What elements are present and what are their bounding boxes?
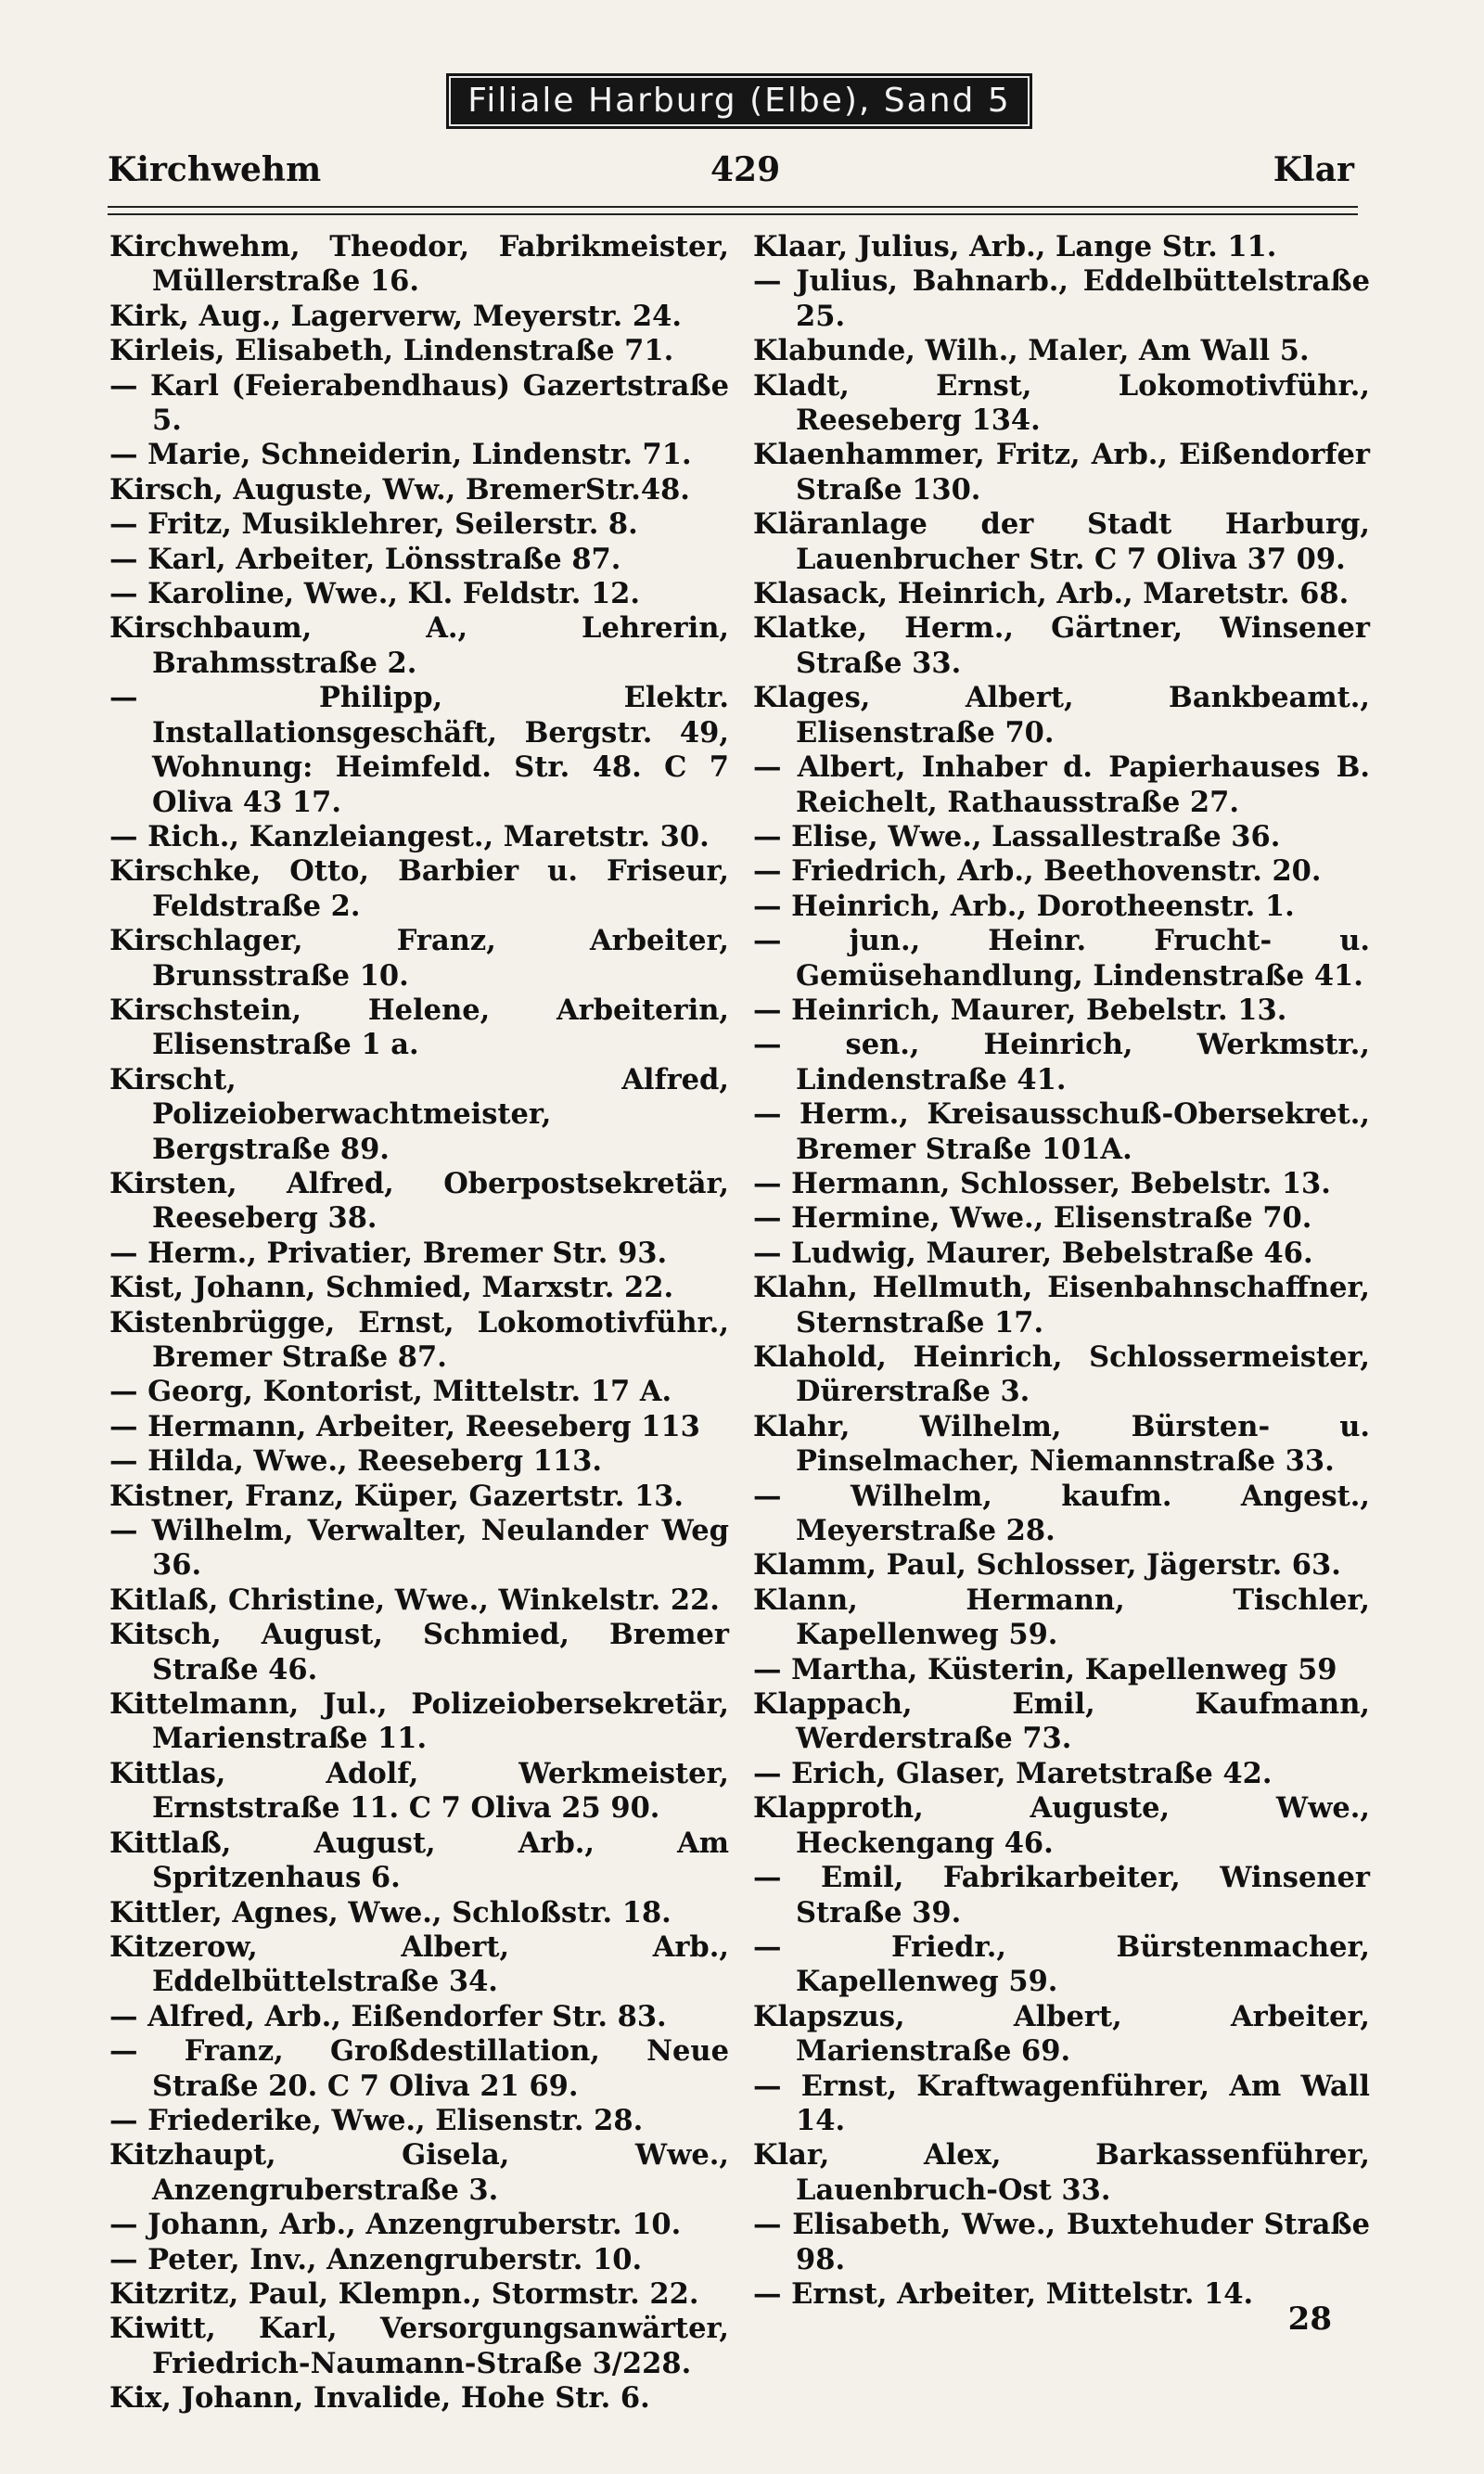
directory-entry: Kiwitt, Karl, Versorgungsanwärter, Friedrich-Naumann-Straße 3/228. (109, 2312, 729, 2380)
directory-entry: — Emil, Fabrikarbeiter, Winsener Straße 39. (753, 1861, 1370, 1929)
directory-entry: — Herm., Privatier, Bremer Str. 93. (109, 1236, 668, 1270)
directory-entry: — Friedrich, Arb., Beethovenstr. 20. (753, 854, 1322, 889)
directory-entry: Kirschlager, Franz, Arbeiter, Brunsstraße 10. (109, 924, 729, 993)
directory-entry: Klahold, Heinrich, Schlossermeister, Dürerstraße 3. (753, 1340, 1370, 1409)
directory-entry: Kirschstein, Helene, Arbeiterin, Elisenstraße 1 a. (109, 993, 729, 1062)
page-number: 429 (710, 150, 781, 189)
header-last-entry: Klar (1273, 150, 1354, 189)
directory-entry: — Albert, Inhaber d. Papierhauses B. Reichelt, Rathausstraße 27. (753, 750, 1370, 819)
directory-entry: — Elisabeth, Wwe., Buxtehuder Straße 98. (753, 2208, 1370, 2276)
directory-entry: — Ludwig, Maurer, Bebelstraße 46. (753, 1236, 1313, 1270)
directory-entry: Kitzritz, Paul, Klempn., Stormstr. 22. (109, 2276, 699, 2311)
directory-entry: Kirschke, Otto, Barbier u. Friseur, Feldstraße 2. (109, 854, 729, 923)
directory-entry: — Wilhelm, Verwalter, Neulander Weg 36. (109, 1514, 729, 1583)
directory-entry: — Ernst, Kraftwagenführer, Am Wall 14. (753, 2069, 1370, 2137)
directory-entry: Kitlaß, Christine, Wwe., Winkelstr. 22. (109, 1583, 720, 1617)
directory-entry: — Fritz, Musiklehrer, Seilerstr. 8. (109, 507, 638, 542)
directory-entry: Kittlaß, August, Arb., Am Spritzenhaus 6. (109, 1826, 729, 1895)
directory-entry: Kittler, Agnes, Wwe., Schloßstr. 18. (109, 1895, 672, 1929)
directory-entry: Kitsch, August, Schmied, Bremer Straße 46. (109, 1618, 729, 1686)
directory-entry: — jun., Heinr. Frucht- u. Gemüsehandlung, Lindenstraße 41. (753, 924, 1370, 993)
directory-entry: Klann, Hermann, Tischler, Kapellenweg 59. (753, 1583, 1370, 1652)
directory-entry: Klapproth, Auguste, Wwe., Heckengang 46. (753, 1791, 1370, 1860)
directory-entry: — Heinrich, Maurer, Bebelstr. 13. (753, 993, 1287, 1027)
directory-entry: Klar, Alex, Barkassenführer, Lauenbruch-Ost 33. (753, 2138, 1370, 2207)
directory-entry: — Friederike, Wwe., Elisenstr. 28. (109, 2103, 644, 2137)
directory-entry: — Peter, Inv., Anzengruberstr. 10. (109, 2242, 643, 2276)
directory-entry: Kist, Johann, Schmied, Marxstr. 22. (109, 1271, 674, 1305)
directory-entry: — Heinrich, Arb., Dorotheenstr. 1. (753, 889, 1295, 923)
directory-entry: — Herm., Kreisausschuß-Obersekret., Bremer Straße 101A. (753, 1097, 1370, 1166)
directory-entry: Kläranlage der Stadt Harburg, Lauenbrucher Str. C 7 Oliva 37 09. (753, 507, 1370, 576)
directory-entry: Klahr, Wilhelm, Bürsten- u. Pinselmacher, Niemannstraße 33. (753, 1409, 1370, 1479)
directory-entry: — Wilhelm, kaufm. Angest., Meyerstraße 28. (753, 1479, 1370, 1548)
directory-entry: Kittlas, Adolf, Werkmeister, Ernststraße 11. C 7 Oliva 25 90. (109, 1756, 729, 1826)
directory-entry: — Karl, Arbeiter, Lönsstraße 87. (109, 542, 621, 576)
directory-entry: — Johann, Arb., Anzengruberstr. 10. (109, 2208, 682, 2242)
directory-entry: Klasack, Heinrich, Arb., Maretstr. 68. (753, 577, 1350, 611)
directory-entry: — Georg, Kontorist, Mittelstr. 17 A. (109, 1375, 672, 1409)
directory-entry: Kirsch, Auguste, Ww., BremerStr.48. (109, 472, 690, 506)
branch-banner: Filiale Harburg (Elbe), Sand 5 (449, 76, 1030, 126)
directory-entry: Klaar, Julius, Arb., Lange Str. 11. (753, 230, 1277, 263)
directory-entry: Kistenbrügge, Ernst, Lokomotivführ., Bremer Straße 87. (109, 1305, 729, 1374)
directory-entry: Klaenhammer, Fritz, Arb., Eißendorfer Straße 130. (753, 438, 1370, 506)
directory-entry: — Julius, Bahnarb., Eddelbüttelstraße 25. (753, 264, 1370, 333)
directory-entry: Kitzhaupt, Gisela, Wwe., Anzengruberstraße 3. (109, 2138, 729, 2207)
directory-entry: Kitzerow, Albert, Arb., Eddelbüttelstraße 34. (109, 1929, 729, 1999)
directory-entry: — Erich, Glaser, Maretstraße 42. (753, 1756, 1273, 1790)
header-first-entry: Kirchwehm (108, 150, 322, 189)
directory-entry: Kix, Johann, Invalide, Hohe Str. 6. (109, 2381, 650, 2416)
directory-entry: Kistner, Franz, Küper, Gazertstr. 13. (109, 1479, 684, 1513)
directory-entry: Klages, Albert, Bankbeamt., Elisenstraße 70. (753, 681, 1370, 750)
directory-entry: Kladt, Ernst, Lokomotivführ., Reeseberg 134. (753, 368, 1370, 438)
directory-entry: Kirsten, Alfred, Oberpostsekretär, Reeseberg 38. (109, 1166, 729, 1236)
directory-entry: — Elise, Wwe., Lassallestraße 36. (753, 819, 1281, 853)
directory-entry: — Karoline, Wwe., Kl. Feldstr. 12. (109, 577, 641, 611)
directory-entry: Kittelmann, Jul., Polizeiobersekretär, Marienstraße 11. (109, 1687, 729, 1756)
directory-entry: Kirscht, Alfred, Polizeioberwachtmeister, Bergstraße 89. (109, 1062, 729, 1166)
directory-entry: — Franz, Großdestillation, Neue Straße 20. C 7 Oliva 21 69. (109, 2034, 729, 2103)
directory-entry: — Martha, Küsterin, Kapellenweg 59 (753, 1652, 1337, 1686)
directory-entry: Klatke, Herm., Gärtner, Winsener Straße 33. (753, 611, 1370, 680)
running-header (108, 150, 1354, 197)
directory-column-right (753, 230, 1370, 2312)
directory-entry: — Hilda, Wwe., Reeseberg 113. (109, 1444, 602, 1479)
header-rule-bottom (108, 213, 1358, 215)
directory-entry: — Hermine, Wwe., Elisenstraße 70. (753, 1201, 1312, 1236)
directory-entry: Kirchwehm, Theodor, Fabrikmeister, Müllerstraße 16. (109, 230, 729, 299)
directory-entry: — Friedr., Bürstenmacher, Kapellenweg 59. (753, 1929, 1370, 1999)
directory-entry: — Karl (Feierabendhaus) Gazertstraße 5. (109, 368, 729, 438)
directory-entry: — Hermann, Schlosser, Bebelstr. 13. (753, 1166, 1331, 1200)
directory-entry: Kirschbaum, A., Lehrerin, Brahmsstraße 2. (109, 611, 729, 680)
directory-entry: Klappach, Emil, Kaufmann, Werderstraße 73. (753, 1687, 1370, 1756)
directory-entry: Klamm, Paul, Schlosser, Jägerstr. 63. (753, 1548, 1341, 1583)
directory-entry: — Alfred, Arb., Eißendorfer Str. 83. (109, 1999, 667, 2033)
header-rule-top (108, 206, 1358, 208)
directory-entry: Kirleis, Elisabeth, Lindenstraße 71. (109, 334, 674, 368)
folio-number: 28 (1287, 2301, 1332, 2338)
directory-column-left (109, 230, 729, 2416)
directory-entry: — Marie, Schneiderin, Lindenstr. 71. (109, 438, 692, 472)
directory-entry: — Hermann, Arbeiter, Reeseberg 113 (109, 1409, 700, 1443)
directory-entry: — sen., Heinrich, Werkmstr., Lindenstraße 41. (753, 1028, 1370, 1096)
directory-entry: — Ernst, Arbeiter, Mittelstr. 14. (753, 2276, 1254, 2311)
directory-entry: Klahn, Hellmuth, Eisenbahnschaffner, Sternstraße 17. (753, 1271, 1370, 1340)
directory-entry: Kirk, Aug., Lagerverw, Meyerstr. 24. (109, 299, 682, 333)
directory-entry: — Rich., Kanzleiangest., Maretstr. 30. (109, 819, 710, 853)
directory-entry: Klabunde, Wilh., Maler, Am Wall 5. (753, 334, 1310, 368)
directory-entry: Klapszus, Albert, Arbeiter, Marienstraße 69. (753, 1999, 1370, 2069)
directory-entry: — Philipp, Elektr. Installationsgeschäft, Bergstr. 49, Wohnung: Heimfeld. Str. 48. C 7 Oliva 43 17. (109, 681, 729, 819)
